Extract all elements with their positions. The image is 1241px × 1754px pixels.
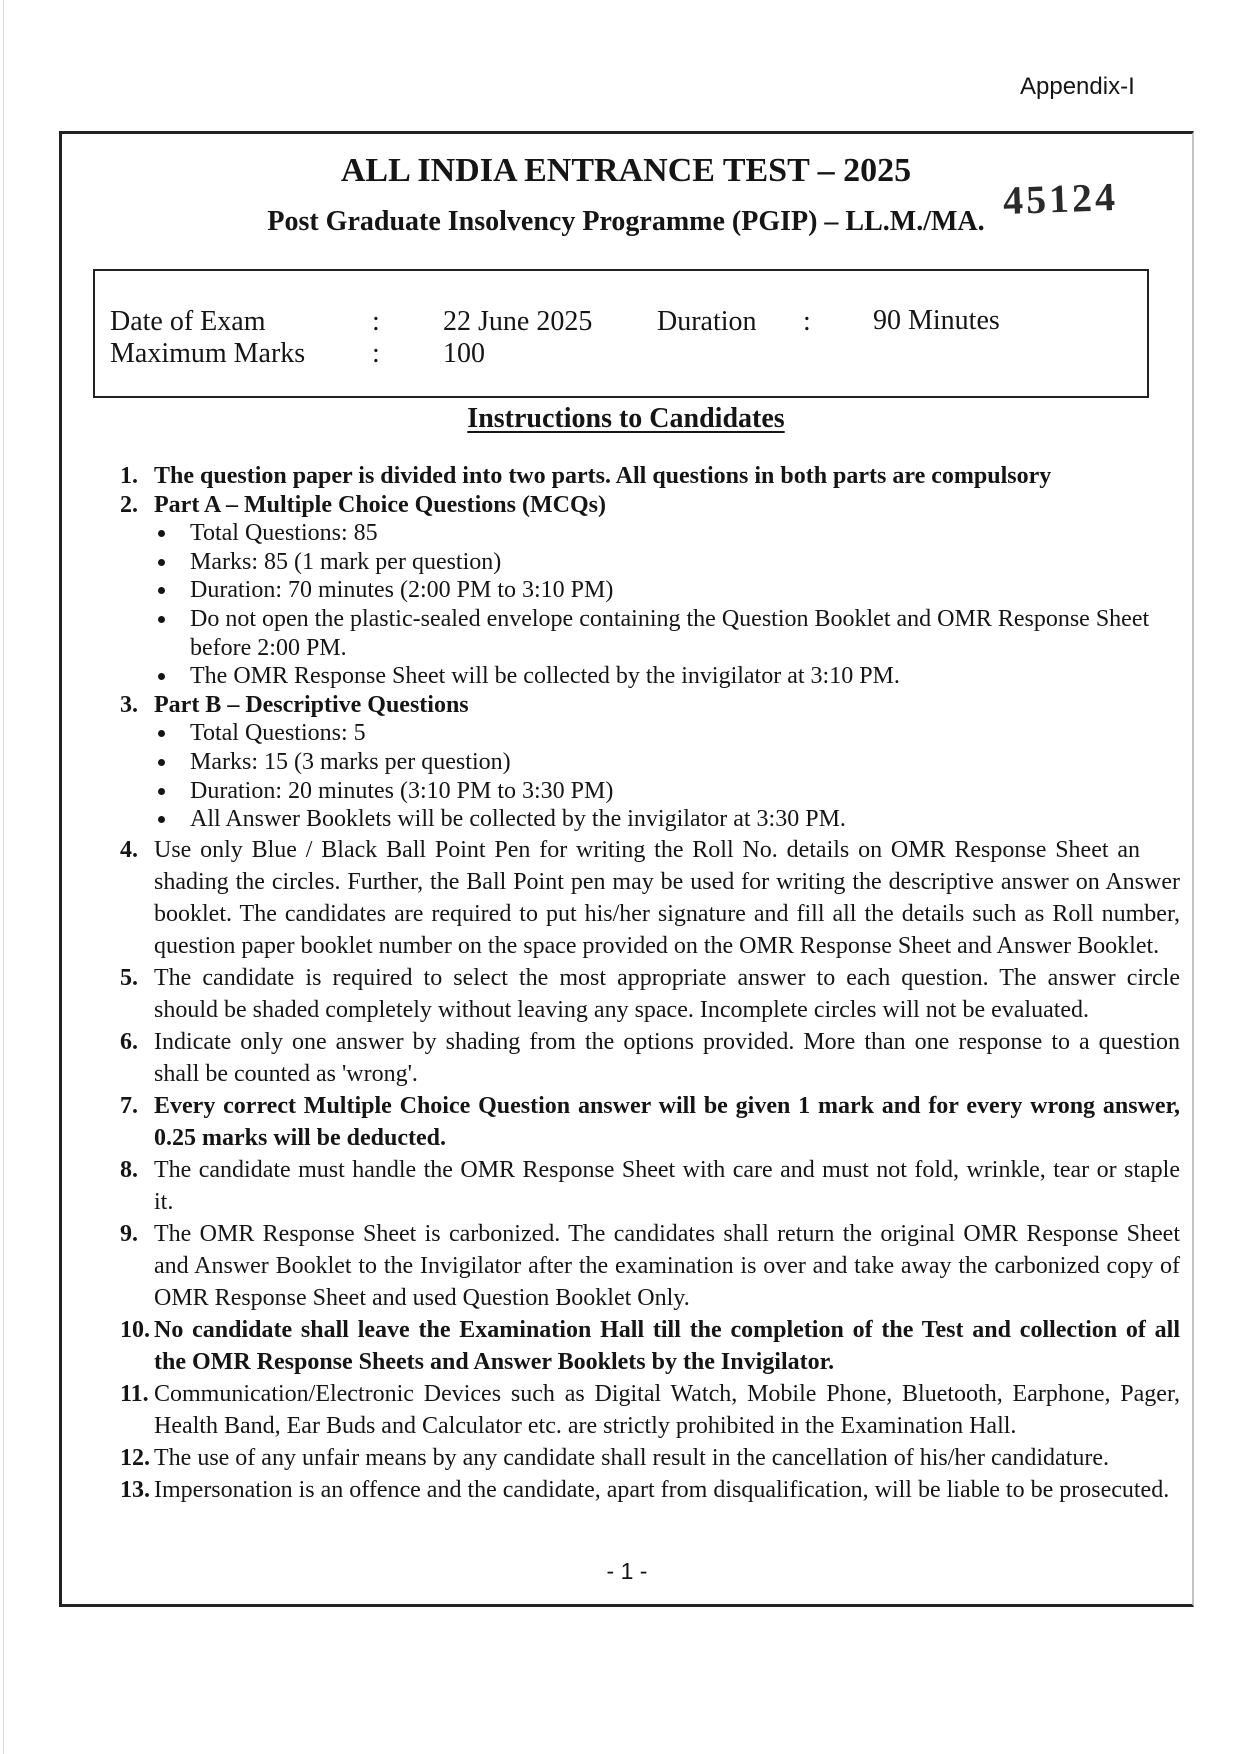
- item-text-line: Every correct Multiple Choice Question answer will be given 1 mark and for every wrong answer,: [154, 1092, 1180, 1119]
- instruction-item-11: [120, 1378, 1180, 1442]
- bullet-point: [154, 777, 1180, 806]
- bullet-text-line: Duration: 20 minutes (3:10 PM to 3:30 PM): [190, 777, 614, 804]
- bullet-point: [154, 519, 1180, 548]
- item-number: 1.: [120, 463, 138, 489]
- marks-label: Maximum Marks: [110, 338, 306, 369]
- item-text-line: 0.25 marks will be deducted.: [154, 1124, 447, 1151]
- bullet-text-line: Do not open the plastic-sealed envelope containing the Question Booklet and OMR Response Sheet: [190, 605, 1150, 632]
- item-number: 5.: [120, 964, 138, 991]
- date-value: 22 June 2025: [443, 306, 593, 337]
- bullet-icon: [158, 559, 165, 566]
- scan-page-edge: [3, 0, 4, 1754]
- instructions-list: [120, 462, 1180, 1506]
- bullet-text-line: Marks: 15 (3 marks per question): [190, 748, 511, 775]
- item-text-line: Health Band, Ear Buds and Calculator etc. are strictly prohibited in the Examination Hall.: [154, 1412, 1017, 1439]
- item-number: 6.: [120, 1028, 138, 1055]
- instruction-item-6: [120, 1026, 1180, 1090]
- page-number: - 1 -: [606, 1558, 648, 1584]
- item-text-line: should be shaded completely without leaving any space. Incomplete circles will not be evaluated.: [154, 996, 1090, 1023]
- item-text-line: Use only Blue / Black Ball Point Pen for writing the Roll No. details on OMR Response Sheet an: [154, 836, 1140, 863]
- item-text-line: The use of any unfair means by any candidate shall result in the cancellation of his/her candidature.: [154, 1444, 1109, 1471]
- bullet-text-line: Marks: 85 (1 mark per question): [190, 548, 502, 575]
- item-number: 13.: [120, 1476, 150, 1503]
- bullet-text-line: Total Questions: 85: [190, 520, 378, 547]
- item-text-line: and Answer Booklet to the Invigilator after the examination is over and take away the carbonized copy of: [154, 1252, 1180, 1279]
- bullet-point: [154, 576, 1180, 605]
- bullet-point: [154, 805, 1180, 834]
- bullet-text-line: All Answer Booklets will be collected by the invigilator at 3:30 PM.: [190, 806, 846, 833]
- date-label: Date of Exam: [110, 306, 266, 337]
- bullet-point: [154, 605, 1180, 662]
- instruction-item-12: [120, 1442, 1180, 1474]
- bullet-text-line: The OMR Response Sheet will be collected by the invigilator at 3:10 PM.: [190, 663, 900, 690]
- item-text-line: booklet. The candidates are required to put his/her signature and fill all the details such as Roll number,: [154, 900, 1180, 927]
- appendix-label: Appendix-I: [1020, 73, 1135, 100]
- instruction-item-1: [120, 462, 1180, 491]
- instruction-item-8: [120, 1154, 1180, 1218]
- bullet-point: [154, 662, 1180, 691]
- instruction-item-4: [120, 834, 1180, 962]
- item-text-line: it.: [154, 1188, 174, 1215]
- item-number: 12.: [120, 1444, 150, 1471]
- bullet-icon: [158, 587, 165, 594]
- instruction-item-13: [120, 1474, 1180, 1506]
- duration-separator: :: [803, 306, 811, 337]
- item-number: 7.: [120, 1092, 138, 1119]
- programme-subtitle: Post Graduate Insolvency Programme (PGIP) – LL.M./MA.: [267, 206, 985, 237]
- bullet-icon: [158, 530, 165, 537]
- instruction-item-2: [120, 491, 1180, 691]
- bullet-icon: [158, 759, 165, 766]
- item-text-line: The OMR Response Sheet is carbonized. The candidates shall return the original OMR Response Sheet: [154, 1220, 1180, 1247]
- item-number: 10.: [120, 1316, 150, 1343]
- item-number: 8.: [120, 1156, 138, 1183]
- item-number: 3.: [120, 691, 138, 718]
- instruction-item-3: [120, 691, 1180, 834]
- item-text-line: Communication/Electronic Devices such as Digital Watch, Mobile Phone, Bluetooth, Earphone, Pager,: [154, 1380, 1180, 1407]
- exam-title: ALL INDIA ENTRANCE TEST – 2025: [340, 152, 912, 189]
- instruction-item-10: [120, 1314, 1180, 1378]
- item-number: 2.: [120, 491, 138, 518]
- bullet-text-line: Total Questions: 5: [190, 720, 366, 747]
- item-text-line: shall be counted as 'wrong'.: [154, 1060, 418, 1087]
- date-separator: :: [372, 306, 380, 337]
- item-number: 9.: [120, 1220, 138, 1247]
- serial-number-stamp: 45124: [1002, 174, 1119, 223]
- item-number: 4.: [120, 836, 138, 863]
- duration-value: 90 Minutes: [873, 305, 1000, 336]
- section-title: Part A – Multiple Choice Questions (MCQs): [154, 491, 606, 518]
- item-text-line: the OMR Response Sheets and Answer Booklets by the Invigilator.: [154, 1348, 835, 1375]
- bullet-text-line: before 2:00 PM.: [190, 634, 347, 661]
- item-text-line: The question paper is divided into two parts. All questions in both parts are compulsory: [154, 463, 1052, 489]
- item-text-line: OMR Response Sheet and used Question Booklet Only.: [154, 1284, 690, 1311]
- instruction-item-7: [120, 1090, 1180, 1154]
- bullet-point: [154, 548, 1180, 577]
- item-number: 11.: [120, 1380, 149, 1407]
- instruction-item-9: [120, 1218, 1180, 1314]
- bullet-text-line: Duration: 70 minutes (2:00 PM to 3:10 PM): [190, 577, 614, 604]
- item-text-line: Impersonation is an offence and the candidate, apart from disqualification, will be liable to be prosecuted.: [154, 1476, 1170, 1503]
- marks-value: 100: [443, 338, 485, 369]
- item-text-line: No candidate shall leave the Examination Hall till the completion of the Test and collection of all: [154, 1316, 1180, 1343]
- item-text-line: Indicate only one answer by shading from the options provided. More than one response to a question: [154, 1028, 1180, 1055]
- bullet-point: [154, 748, 1180, 777]
- instruction-item-5: [120, 962, 1180, 1026]
- bullet-point: [154, 719, 1180, 748]
- duration-label: Duration: [657, 306, 757, 337]
- bullet-icon: [158, 673, 165, 680]
- bullet-icon: [158, 788, 165, 795]
- bullet-icon: [158, 730, 165, 737]
- bullet-icon: [158, 616, 165, 623]
- item-text-line: The candidate must handle the OMR Response Sheet with care and must not fold, wrinkle, tear or staple: [154, 1156, 1180, 1183]
- item-text-line: shading the circles. Further, the Ball Point pen may be used for writing the descriptive answer on Answer: [154, 868, 1180, 895]
- item-text-line: The candidate is required to select the most appropriate answer to each question. The answer circle: [154, 964, 1180, 991]
- marks-separator: :: [372, 338, 380, 369]
- instructions-heading: Instructions to Candidates: [467, 403, 785, 434]
- bullet-icon: [158, 816, 165, 823]
- section-title: Part B – Descriptive Questions: [154, 691, 469, 718]
- item-text-line: question paper booklet number on the space provided on the OMR Response Sheet and Answer Booklet.: [154, 932, 1160, 959]
